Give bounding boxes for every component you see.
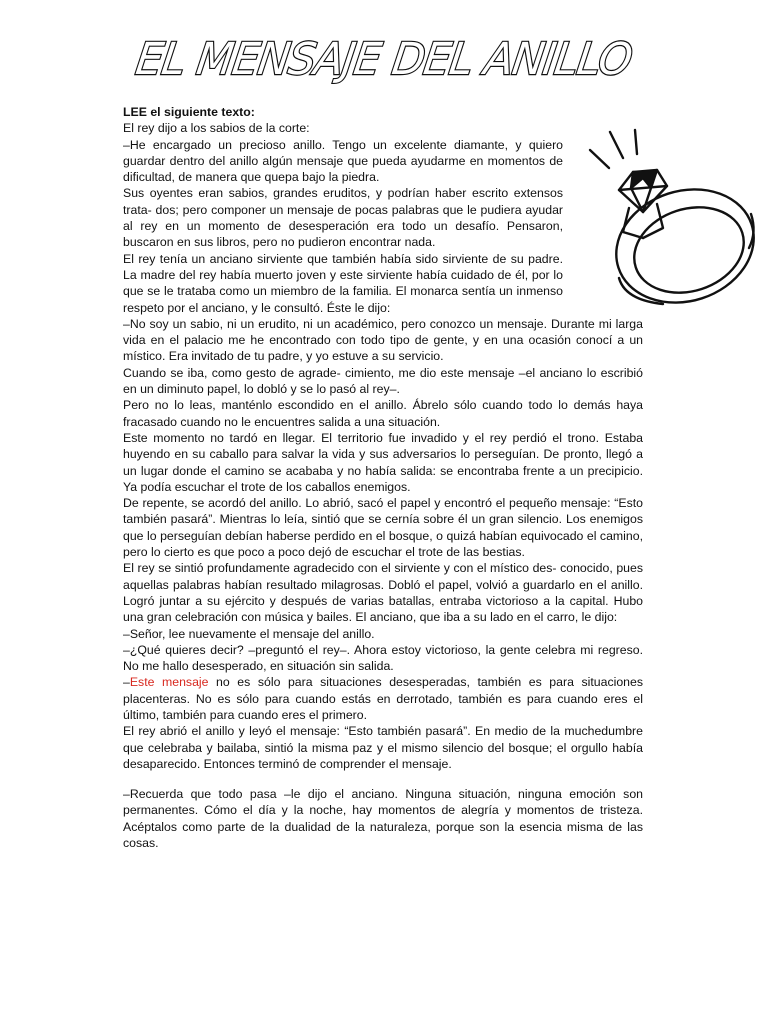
story-text (123, 104, 643, 851)
paragraph: El rey tenía un anciano sirviente que también había sido sirviente de su padre. La madre del rey había muerto joven y este sirviente había cuidado de él, por lo que se le trataba como un miembro de la familia. El monarca sentía un inmenso respeto por el anciano, y le consultó. Éste le dijo: (123, 251, 563, 315)
closing-paragraph: –Recuerda que todo pasa –le dijo el anciano. Ninguna situación, ninguna emoción son permanentes. Cómo el día y la noche, hay momentos de alegría y momentos de tristeza. Acéptalos como parte de la dualidad de la naturaleza, porque son la esencia misma de las cosas. (123, 787, 643, 851)
paragraph: –Señor, lee nuevamente el mensaje del anillo. (123, 626, 375, 641)
dash: – (123, 675, 130, 690)
title-container (0, 34, 768, 85)
spacer (123, 772, 643, 786)
document-title: EL MENSAJE DEL ANILLO (133, 34, 635, 85)
highlight-paragraph (123, 674, 643, 723)
highlighted-phrase: Este mensaje (129, 675, 209, 690)
paragraph: El rey abrió el anillo y leyó el mensaje: “Esto también pasará”. En medio de la muchedumbre que celebraba y bailaba, sintió la misma paz y el mismo silencio del bosque; el orgullo había desaparecido. Entonces terminó de comprender el mensaje. (123, 724, 643, 771)
paragraph: Cuando se iba, como gesto de agrade- cimiento, me dio este mensaje –el anciano lo escribió en un diminuto papel, lo dobló y se lo pasó al rey–. (123, 365, 643, 397)
paragraph: Sus oyentes eran sabios, grandes eruditos, y podrían haber escrito extensos trata- dos; pero componer un mensaje de pocas palabras que le pudiera ayudar al rey en un momento de desesperación era todo un desafío. Pensaron, buscaron en sus libros, pero no pudieron encontrar nada. (123, 186, 563, 250)
paragraph: De repente, se acordó del anillo. Lo abrió, sacó el papel y encontró el pequeño mensaje: “Esto también pasará”. Mientras lo leía, sintió que se cernía sobre él un gran silencio. Los enemigos que lo perseguían debían haberse perdido en el bosque, o quizá habían equivocado el camino, pero lo cierto es que poco a poco dejó de escuchar el trote de las bestias. (123, 496, 643, 560)
paragraph: –He encargado un precioso anillo. Tengo un excelente diamante, y quiero guardar dentro del anillo algún mensaje que pueda ayudarme en momentos de dificultad, de manera que quepa bajo la piedra. (123, 137, 563, 185)
paragraph: Pero no lo leas, manténlo escondido en el anillo. Ábrelo sólo cuando todo lo demás haya fracasado cuando no le encuentres salida a una situación. (123, 398, 643, 429)
paragraph: El rey se sintió profundamente agradecido con el sirviente y con el místico des- conocido, pues aquellas palabras habían resultado milagrosas. Dobló el papel, volvió a guardarlo en el anillo. Logró juntar a su ejército y después de varias batallas, entraba victorioso a la capital. Hubo una gran celebración con música y bailes. El anciano, que iba a su lado en el carro, le dijo: (123, 561, 643, 625)
instruction: LEE el siguiente texto: (123, 105, 255, 119)
paragraph: –No soy un sabio, ni un erudito, ni un académico, pero conozco un mensaje. Durante mi larga vida en el palacio me he encontrado con todo tipo de gente, y en una ocasión conocí a un místico. Era invitado de tu padre, y yo estuve a su servicio. (123, 316, 643, 364)
paragraph-rest: no es sólo para situaciones desesperadas, también es para situaciones placenteras. No es sólo para cuando estás en derrotado, también es para cuando eres el último, también para cuando eres el primero. (123, 675, 643, 722)
paragraph: –¿Qué quieres decir? –preguntó el rey–. Ahora estoy victorioso, la gente celebra mi regreso. No me hallo desesperado, en situación sin salida. (123, 642, 643, 674)
paragraph: El rey dijo a los sabios de la corte: (123, 121, 310, 136)
paragraph: Este momento no tardó en llegar. El territorio fue invadido y el rey perdió el trono. Estaba huyendo en su caballo para salvar la vida y sus adversarios lo perseguían. De pronto, llegó a un lugar donde el camino se acababa y no había salida: se encontraba frente a un precipicio. Ya podía escuchar el trote de los caballos enemigos. (123, 430, 643, 494)
